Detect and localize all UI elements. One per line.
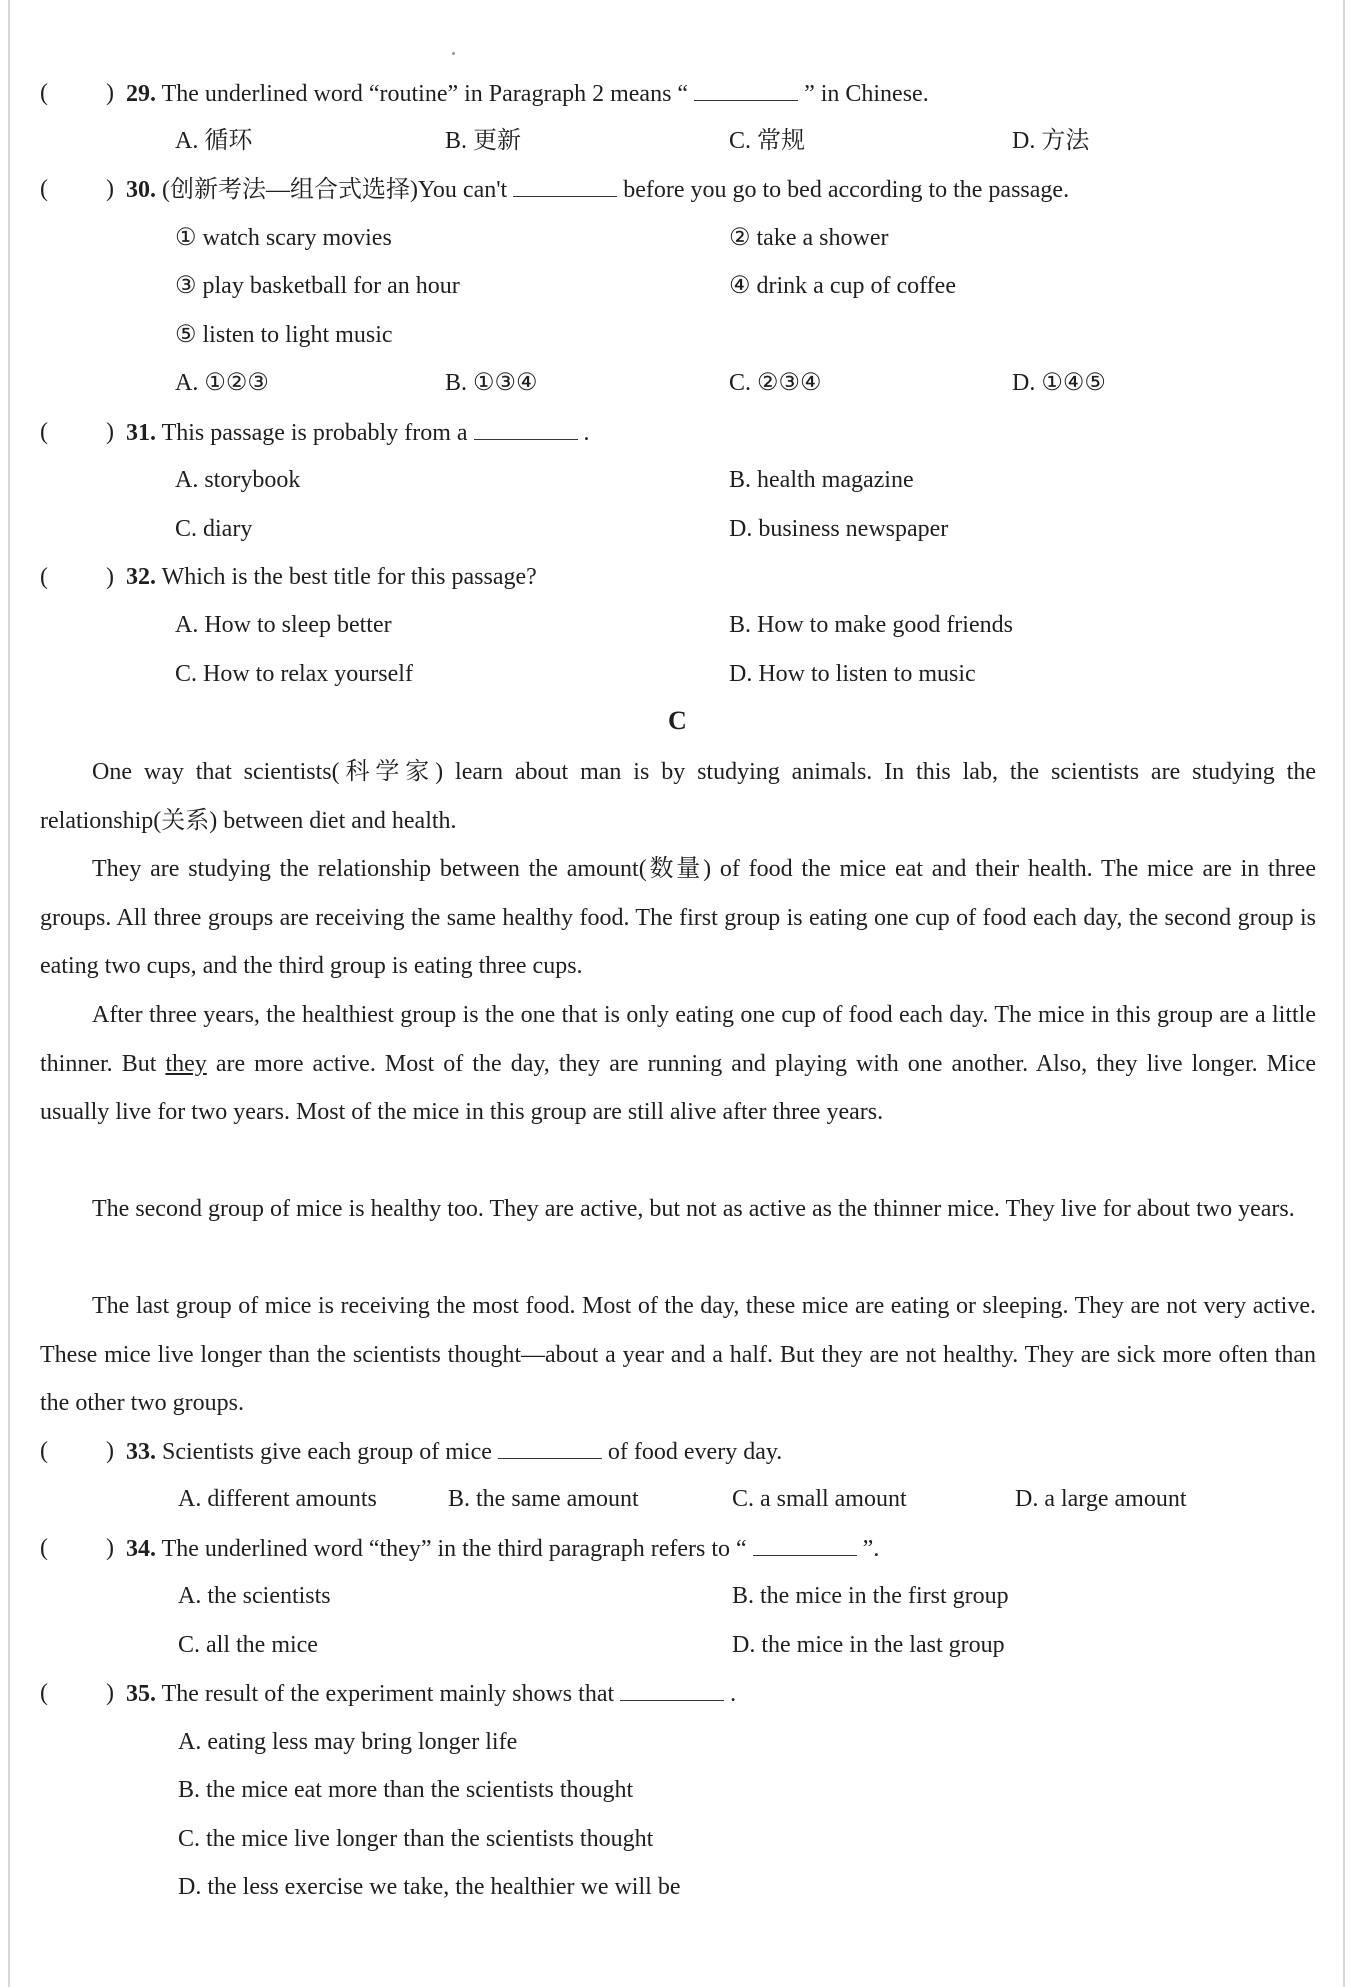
q34-option-c: C. all the mice: [178, 1632, 318, 1658]
question-number: 30.: [126, 177, 156, 203]
q30-option-c: C. ②③④: [729, 370, 822, 396]
q33-option-b: B. the same amount: [448, 1486, 639, 1512]
q31-option-a: A. storybook: [175, 467, 301, 493]
question-text: This passage is probably from a: [161, 420, 468, 446]
q32-paren: [40, 562, 114, 592]
passage-paragraph-1: [40, 748, 1316, 845]
paragraph-text: They are studying the relationship between the amount(数量) of food the mice eat and their health. The mice are in three groups. All three groups are receiving the same healthy food. The first group is eating one cup of food each day, the second group is eating two cups, and the third group is eating three cups.: [40, 856, 1316, 980]
q34-paren: [40, 1533, 114, 1563]
passage-paragraph-2: [40, 845, 1316, 991]
q32-option-b: B. How to make good friends: [729, 612, 1013, 638]
q31-option-d: D. business newspaper: [729, 516, 949, 542]
q33-paren: [40, 1436, 114, 1466]
paren-open: (: [40, 1680, 48, 1706]
paren-close: ): [106, 80, 114, 106]
answer-blank: [753, 1533, 857, 1556]
q35-option-c: C. the mice live longer than the scientists thought: [178, 1826, 654, 1852]
paren-open: (: [40, 1438, 48, 1464]
question-text-tail: ” in Chinese.: [804, 81, 929, 107]
q35-option-a: A. eating less may bring longer life: [178, 1729, 518, 1755]
question-text-tail: of food every day.: [607, 1439, 783, 1465]
passage-paragraph-3: [40, 991, 1316, 1137]
question-number: 32.: [126, 564, 156, 590]
q35-option-b: B. the mice eat more than the scientists thought: [178, 1777, 634, 1803]
paren-open: (: [40, 80, 48, 106]
q35-paren: [40, 1678, 114, 1708]
q33-option-a: A. different amounts: [178, 1486, 377, 1512]
q35-stem: [126, 1678, 736, 1709]
answer-blank: [620, 1678, 724, 1701]
answer-blank: [474, 417, 578, 440]
q30-option-a: A. ①②③: [175, 370, 269, 396]
section-heading: C: [668, 706, 687, 735]
q29-option-b: B. 更新: [445, 128, 522, 154]
q32-option-a: A. How to sleep better: [175, 612, 392, 638]
underlined-word: they: [165, 1050, 207, 1077]
q30-item-5: ⑤ listen to light music: [175, 322, 393, 348]
question-text: Which is the best title for this passage?: [161, 564, 537, 590]
q31-option-b: B. health magazine: [729, 467, 914, 493]
paren-close: ): [106, 176, 114, 202]
question-number: 31.: [126, 420, 156, 446]
passage-paragraph-4: [40, 1185, 1316, 1234]
q30-option-b: B. ①③④: [445, 370, 538, 396]
paragraph-text-tail: are more active. Most of the day, they are running and playing with one another. Also, they live longer. Mice usually live for two years. Most of the mice in this group are still alive after three years.: [40, 1050, 1316, 1126]
q34-option-d: D. the mice in the last group: [732, 1632, 1005, 1658]
paragraph-text: After three years, the healthiest group is the one that is only eating one cup of food each day. The mice in this group are a little thinner. But: [40, 1002, 1316, 1077]
paren-open: (: [40, 1535, 48, 1561]
question-text: Scientists give each group of mice: [162, 1439, 492, 1465]
question-text-tail: ”.: [862, 1536, 880, 1562]
question-number: 29.: [126, 81, 156, 107]
paren-open: (: [40, 419, 48, 445]
q29-option-a: A. 循环: [175, 128, 253, 154]
paren-close: ): [106, 564, 114, 590]
q30-item-3: ③ play basketball for an hour: [175, 273, 460, 299]
question-text-tail: before you go to bed according to the passage.: [623, 177, 1070, 203]
answer-blank: [513, 174, 617, 197]
scan-speck: [452, 52, 455, 55]
q33-stem: [126, 1436, 782, 1467]
left-margin-rule: [8, 0, 10, 1987]
passage-paragraph-5: [40, 1282, 1316, 1428]
q31-paren: [40, 417, 114, 447]
question-text: (创新考法—组合式选择)You can't: [162, 177, 508, 203]
q33-option-c: C. a small amount: [732, 1486, 907, 1512]
question-text-tail: .: [583, 420, 590, 446]
q34-option-a: A. the scientists: [178, 1583, 331, 1609]
question-text: The underlined word “routine” in Paragraph 2 means “: [161, 81, 689, 107]
answer-blank: [498, 1436, 602, 1459]
q34-stem: [126, 1533, 879, 1564]
q29-option-c: C. 常规: [729, 128, 806, 154]
question-number: 35.: [126, 1681, 156, 1707]
paren-close: ): [106, 1680, 114, 1706]
q34-option-b: B. the mice in the first group: [732, 1583, 1009, 1609]
paragraph-text: The last group of mice is receiving the most food. Most of the day, these mice are eating or sleeping. They are not very active. These mice live longer than the scientists thought—about a year and a half. But they are not healthy. They are sick more often than the other two groups.: [40, 1293, 1316, 1417]
paren-close: ): [106, 1535, 114, 1561]
q35-option-d: D. the less exercise we take, the healthier we will be: [178, 1874, 681, 1900]
q30-option-d: D. ①④⑤: [1012, 370, 1106, 396]
q30-paren: [40, 174, 114, 204]
paren-open: (: [40, 176, 48, 202]
q30-item-4: ④ drink a cup of coffee: [729, 273, 956, 299]
question-number: 34.: [126, 1536, 156, 1562]
q31-stem: [126, 417, 590, 448]
right-margin-rule: [1343, 0, 1345, 1987]
q30-item-2: ② take a shower: [729, 225, 889, 251]
q32-stem: [126, 562, 537, 592]
q29-stem: [126, 78, 929, 109]
question-text: The underlined word “they” in the third paragraph refers to “: [161, 1536, 747, 1562]
paragraph-text: One way that scientists(科学家) learn about man is by studying animals. In this lab, the scientists are studying the relationship(关系) between diet and health.: [40, 759, 1316, 834]
question-number: 33.: [126, 1439, 156, 1465]
answer-blank: [694, 78, 798, 101]
q30-stem: [126, 174, 1069, 205]
q30-item-1: ① watch scary movies: [175, 225, 392, 251]
question-text: The result of the experiment mainly shows that: [161, 1681, 615, 1707]
q32-option-d: D. How to listen to music: [729, 661, 976, 687]
q31-option-c: C. diary: [175, 516, 253, 542]
paren-close: ): [106, 419, 114, 445]
paren-open: (: [40, 564, 48, 590]
q32-option-c: C. How to relax yourself: [175, 661, 413, 687]
q33-option-d: D. a large amount: [1015, 1486, 1187, 1512]
paren-close: ): [106, 1438, 114, 1464]
q29-option-d: D. 方法: [1012, 128, 1090, 154]
q29-paren: [40, 78, 114, 108]
question-text-tail: .: [730, 1681, 737, 1707]
paragraph-text: The second group of mice is healthy too. They are active, but not as active as the thinner mice. They live for about two years.: [92, 1196, 1295, 1222]
